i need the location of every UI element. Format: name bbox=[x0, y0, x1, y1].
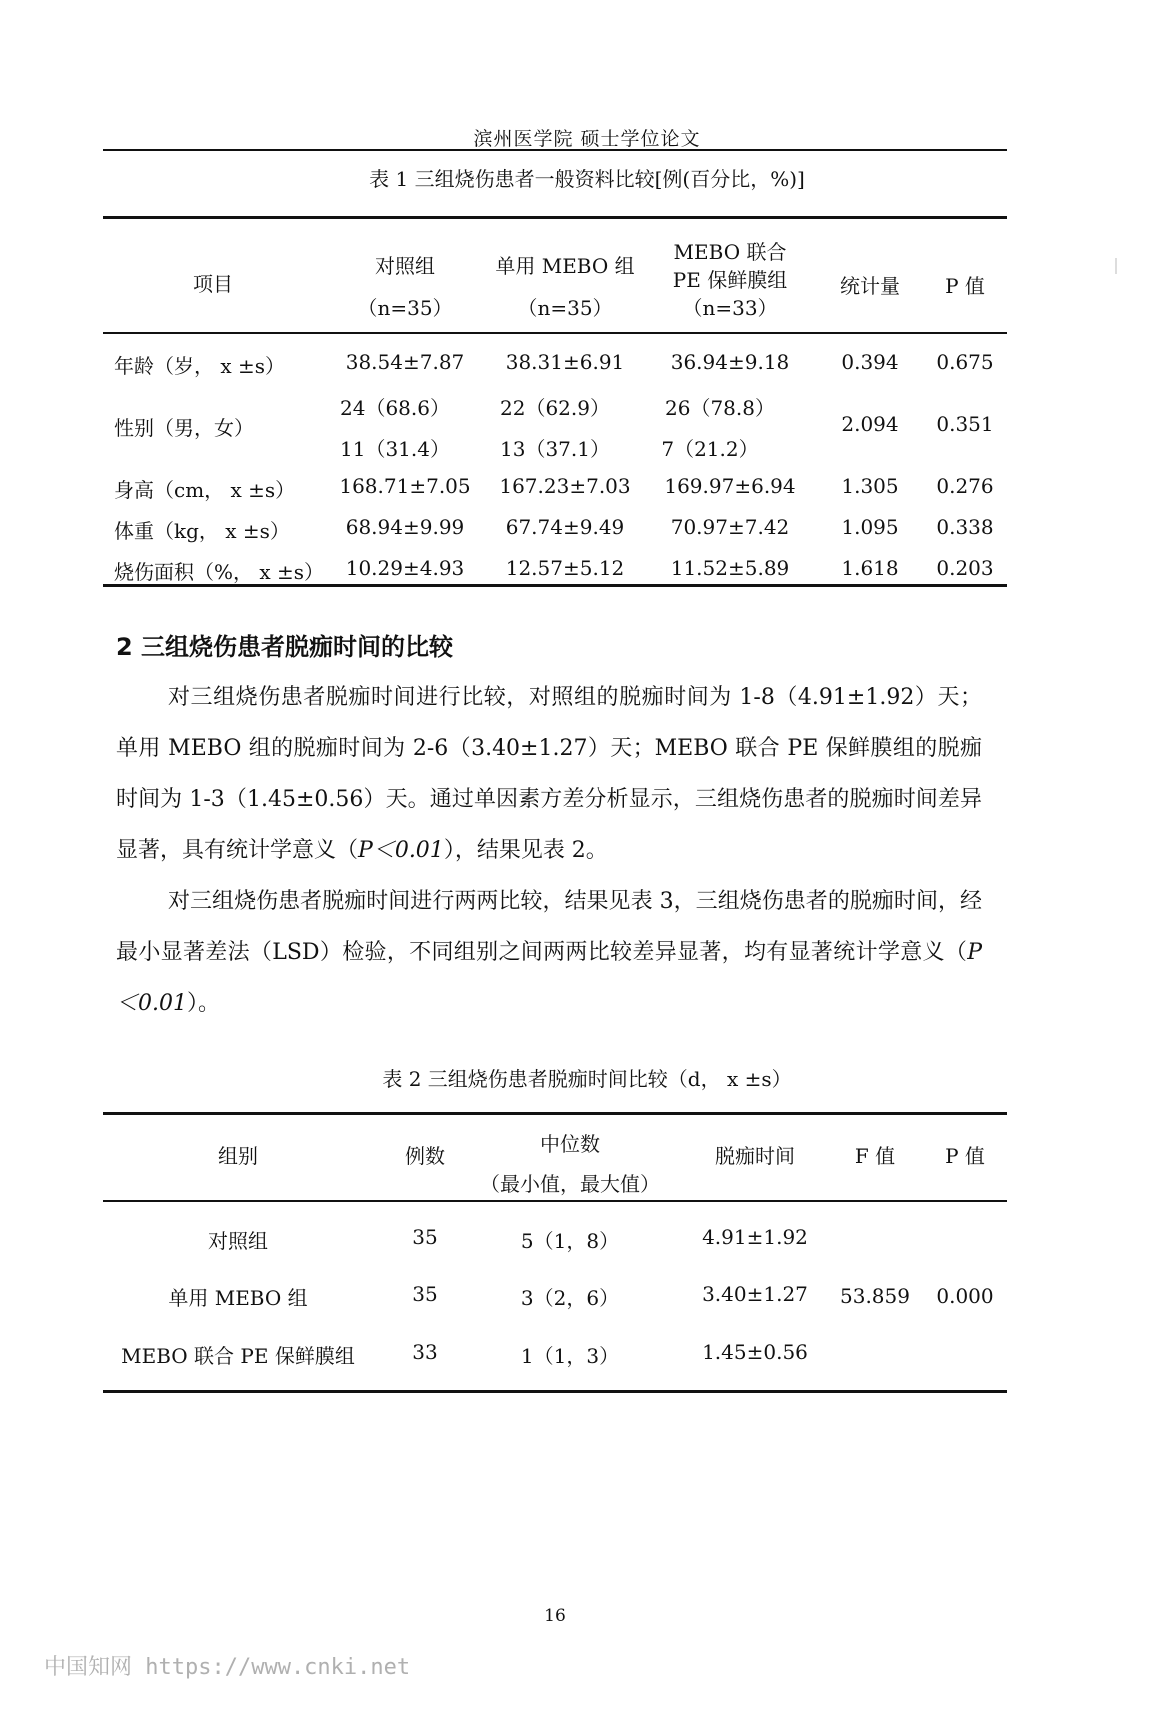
table1-cell: 11.52±5.89 bbox=[670, 556, 790, 580]
table2-header-time: 脱痂时间 bbox=[715, 1144, 795, 1168]
table1-cell: 2.094 bbox=[841, 412, 899, 436]
table2-cell: 3（2，6） bbox=[520, 1286, 620, 1310]
table2-header-group: 组别 bbox=[218, 1144, 258, 1168]
table1-cell: 67.74±9.49 bbox=[505, 515, 625, 539]
table2-bottom-rule bbox=[103, 1390, 1007, 1393]
table1-header-combo-n: （n=33） bbox=[682, 296, 778, 320]
table1-row-label: 性别（男，女） bbox=[114, 416, 254, 440]
table2-cell: 35 bbox=[412, 1225, 438, 1249]
table1-cell: 0.276 bbox=[936, 474, 994, 498]
page-number: 16 bbox=[544, 1606, 566, 1626]
paragraph-2-text-end: ）。 bbox=[187, 991, 221, 1016]
paragraph-2-text: 对三组烧伤患者脱痂时间进行两两比较，结果见表 3，三组烧伤患者的脱痂时间，经最小显著差法（LSD）检验，不同组别之间两两比较差异显著，均有显著统计学意义（ bbox=[116, 889, 982, 965]
table2-row-group: 单用 MEBO 组 bbox=[168, 1286, 308, 1310]
table1-header-mebo-n: （n=35） bbox=[517, 296, 613, 320]
table2-row-group: MEBO 联合 PE 保鲜膜组 bbox=[121, 1344, 355, 1368]
table1-row-label: 年龄（岁， x ±s） bbox=[114, 354, 286, 378]
table1-cell: 169.97±6.94 bbox=[664, 474, 796, 498]
table2-p-value: 0.000 bbox=[936, 1284, 994, 1308]
table1-header-p: P 值 bbox=[945, 274, 985, 298]
table1-header-mebo: 单用 MEBO 组 bbox=[495, 254, 635, 278]
table1-cell: 22（62.9） bbox=[500, 396, 610, 420]
table1-cell: 0.675 bbox=[936, 350, 994, 374]
scan-mark bbox=[1115, 258, 1117, 274]
table2-cell: 5（1，8） bbox=[520, 1229, 620, 1253]
table1-cell: 1.095 bbox=[841, 515, 899, 539]
paragraph-1-text: 对三组烧伤患者脱痂时间进行比较，对照组的脱痂时间为 1-8（4.91±1.92）天；单用 MEBO 组的脱痂时间为 2-6（3.40±1.27）天；MEBO 联合 PE 保鲜膜组的脱痂时间为 1-3（1.45±0.56）天。通过单因素方差分析显示，三组烧伤患者的脱痂时间差异显著，具有统计学意义（ bbox=[116, 685, 982, 863]
table2-cell: 35 bbox=[412, 1282, 438, 1306]
table1-header-combo-2: PE 保鲜膜组 bbox=[672, 268, 788, 292]
table1-cell: 38.31±6.91 bbox=[505, 350, 625, 374]
table1-cell: 1.305 bbox=[841, 474, 899, 498]
table1-header-statistic: 统计量 bbox=[840, 274, 900, 298]
table1-cell: 7（21.2） bbox=[661, 437, 759, 461]
running-header: 滨州医学院 硕士学位论文 bbox=[473, 128, 701, 150]
table1-cell: 1.618 bbox=[841, 556, 899, 580]
table1-cell: 68.94±9.99 bbox=[345, 515, 465, 539]
table1-cell: 38.54±7.87 bbox=[345, 350, 465, 374]
table1-header-control-n: （n=35） bbox=[357, 296, 453, 320]
table2-top-rule bbox=[103, 1112, 1007, 1115]
table1-row-label: 体重（kg， x ±s） bbox=[114, 519, 290, 543]
table1-cell: 12.57±5.12 bbox=[505, 556, 625, 580]
table1-cell: 26（78.8） bbox=[665, 396, 775, 420]
table1-cell: 0.338 bbox=[936, 515, 994, 539]
table1-cell: 167.23±7.03 bbox=[499, 474, 631, 498]
table2-caption: 表 2 三组烧伤患者脱痂时间比较（d， x ±s） bbox=[382, 1067, 792, 1091]
section-heading: 2 三组烧伤患者脱痂时间的比较 bbox=[116, 633, 454, 661]
table2-header-p: P 值 bbox=[945, 1144, 985, 1168]
table2-header-f: F 值 bbox=[854, 1144, 896, 1168]
table1-row-label: 身高（cm， x ±s） bbox=[114, 478, 296, 502]
paragraph-1 bbox=[116, 672, 982, 876]
table1-header-control: 对照组 bbox=[375, 254, 435, 278]
table1-cell: 168.71±7.05 bbox=[339, 474, 471, 498]
paragraph-1-text-end: ），结果见表 2。 bbox=[443, 838, 608, 863]
table2-cell: 1.45±0.56 bbox=[702, 1340, 808, 1364]
table1-cell: 13（37.1） bbox=[500, 437, 610, 461]
table1-cell: 0.351 bbox=[936, 412, 994, 436]
table2-cell: 4.91±1.92 bbox=[702, 1225, 808, 1249]
header-rule bbox=[103, 149, 1007, 151]
table1-row-label: 烧伤面积（%， x ±s） bbox=[114, 560, 325, 584]
table2-header-n: 例数 bbox=[405, 1144, 445, 1168]
table1-cell: 24（68.6） bbox=[340, 396, 450, 420]
table1-cell: 0.203 bbox=[936, 556, 994, 580]
table1-cell: 10.29±4.93 bbox=[345, 556, 465, 580]
paragraph-2-p-value: P＜0.01 bbox=[116, 940, 982, 1016]
table1-cell: 36.94±9.18 bbox=[670, 350, 790, 374]
cnki-watermark: 中国知网 https://www.cnki.net bbox=[44, 1655, 411, 1680]
table2-header-median-range: （最小值，最大值） bbox=[480, 1172, 660, 1196]
paragraph-1-p-value: P＜0.01 bbox=[358, 838, 444, 863]
table2-cell: 33 bbox=[412, 1340, 438, 1364]
table2-cell: 3.40±1.27 bbox=[702, 1282, 808, 1306]
table1-bottom-rule bbox=[103, 584, 1007, 587]
table1-header-combo: MEBO 联合 bbox=[673, 240, 787, 264]
table1-header-rule bbox=[103, 332, 1007, 334]
table2-header-rule bbox=[103, 1200, 1007, 1202]
table1-top-rule bbox=[103, 216, 1007, 219]
table2-cell: 1（1，3） bbox=[520, 1344, 620, 1368]
table1-cell: 0.394 bbox=[841, 350, 899, 374]
paragraph-2 bbox=[116, 876, 982, 1029]
table1-caption: 表 1 三组烧伤患者一般资料比较[例(百分比，%)] bbox=[369, 167, 805, 191]
table1-cell: 70.97±7.42 bbox=[670, 515, 790, 539]
table2-header-median: 中位数 bbox=[540, 1132, 600, 1156]
table2-f-value: 53.859 bbox=[840, 1284, 910, 1308]
table2-row-group: 对照组 bbox=[208, 1229, 268, 1253]
table1-header-item: 项目 bbox=[193, 272, 233, 296]
table1-cell: 11（31.4） bbox=[340, 437, 450, 461]
